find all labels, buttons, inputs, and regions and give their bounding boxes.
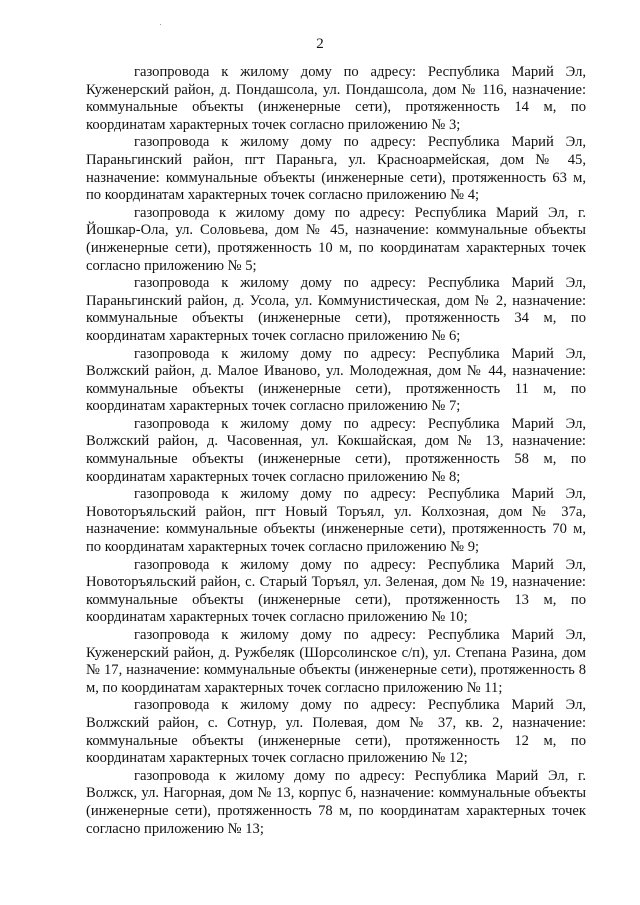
- scan-mark: [160, 24, 161, 25]
- paragraph: газопровода к жилому дому по адресу: Республика Марий Эл, г. Волжск, ул. Нагорная, дом № 13, корпус б, назначение: коммунальные объекты (инженерные сети), протяженность 78 м, по координатам характерных точек согласно приложению № 13;: [86, 767, 586, 837]
- paragraph: газопровода к жилому дому по адресу: Республика Марий Эл, Волжский район, д. Малое Иваново, ул. Молодежная, дом № 44, назначение: коммунальные объекты (инженерные сети), протяженность 11 м, по координатам характерных точек согласно приложению № 7;: [86, 345, 586, 415]
- paragraph: газопровода к жилому дому по адресу: Республика Марий Эл, г. Йошкар-Ола, ул. Соловьева, дом № 45, назначение: коммунальные объекты (инженерные сети), протяженность 10 м, по координатам характерных точек согласно приложению № 5;: [86, 204, 586, 274]
- paragraph: газопровода к жилому дому по адресу: Республика Марий Эл, Куженерский район, д. Ружбеляк (Шорсолинское с/п), ул. Степана Разина, дом № 17, назначение: коммунальные объекты (инженерные сети), протяженность 8 м, по координатам характерных точек согласно приложению № 11;: [86, 627, 586, 696]
- paragraph: газопровода к жилому дому по адресу: Республика Марий Эл, Куженерский район, д. Пондашсола, ул. Пондашсола, дом № 116, назначение: коммунальные объекты (инженерные сети), протяженность 14 м, по координатам характерных точек согласно приложению № 3;: [86, 64, 586, 133]
- paragraph: газопровода к жилому дому по адресу: Республика Марий Эл, Новоторъяльский район, с. Старый Торъял, ул. Зеленая, дом № 19, назначение: коммунальные объекты (инженерные сети), протяженность 13 м, по координатам характерных точек согласно приложению № 10;: [86, 556, 586, 626]
- paragraph: газопровода к жилому дому по адресу: Республика Марий Эл, Новоторъяльский район, пгт Новый Торъял, ул. Колхозная, дом № 37а, назначение: коммунальные объекты (инженерные сети), протяженность 70 м, по координатам характерных точек согласно приложению № 9;: [86, 486, 586, 556]
- document-body: [86, 64, 586, 838]
- paragraph: газопровода к жилому дому по адресу: Республика Марий Эл, Параньгинский район, пгт Параньга, ул. Красноармейская, дом № 45, назначение: коммунальные объекты (инженерные сети), протяженность 63 м, по координатам характерных точек согласно приложению № 4;: [86, 134, 586, 204]
- paragraph: газопровода к жилому дому по адресу: Республика Марий Эл, Волжский район, с. Сотнур, ул. Полевая, дом № 37, кв. 2, назначение: коммунальные объекты (инженерные сети), протяженность 12 м, по координатам характерных точек согласно приложению № 12;: [86, 697, 586, 767]
- paragraph: газопровода к жилому дому по адресу: Республика Марий Эл, Параньгинский район, д. Усола, ул. Коммунистическая, дом № 2, назначение: коммунальные объекты (инженерные сети), протяженность 34 м, по координатам характерных точек согласно приложению № 6;: [86, 275, 586, 344]
- paragraph: газопровода к жилому дому по адресу: Республика Марий Эл, Волжский район, д. Часовенная, ул. Кокшайская, дом № 13, назначение: коммунальные объекты (инженерные сети), протяженность 58 м, по координатам характерных точек согласно приложению № 8;: [86, 415, 586, 485]
- page-number: 2: [316, 36, 324, 52]
